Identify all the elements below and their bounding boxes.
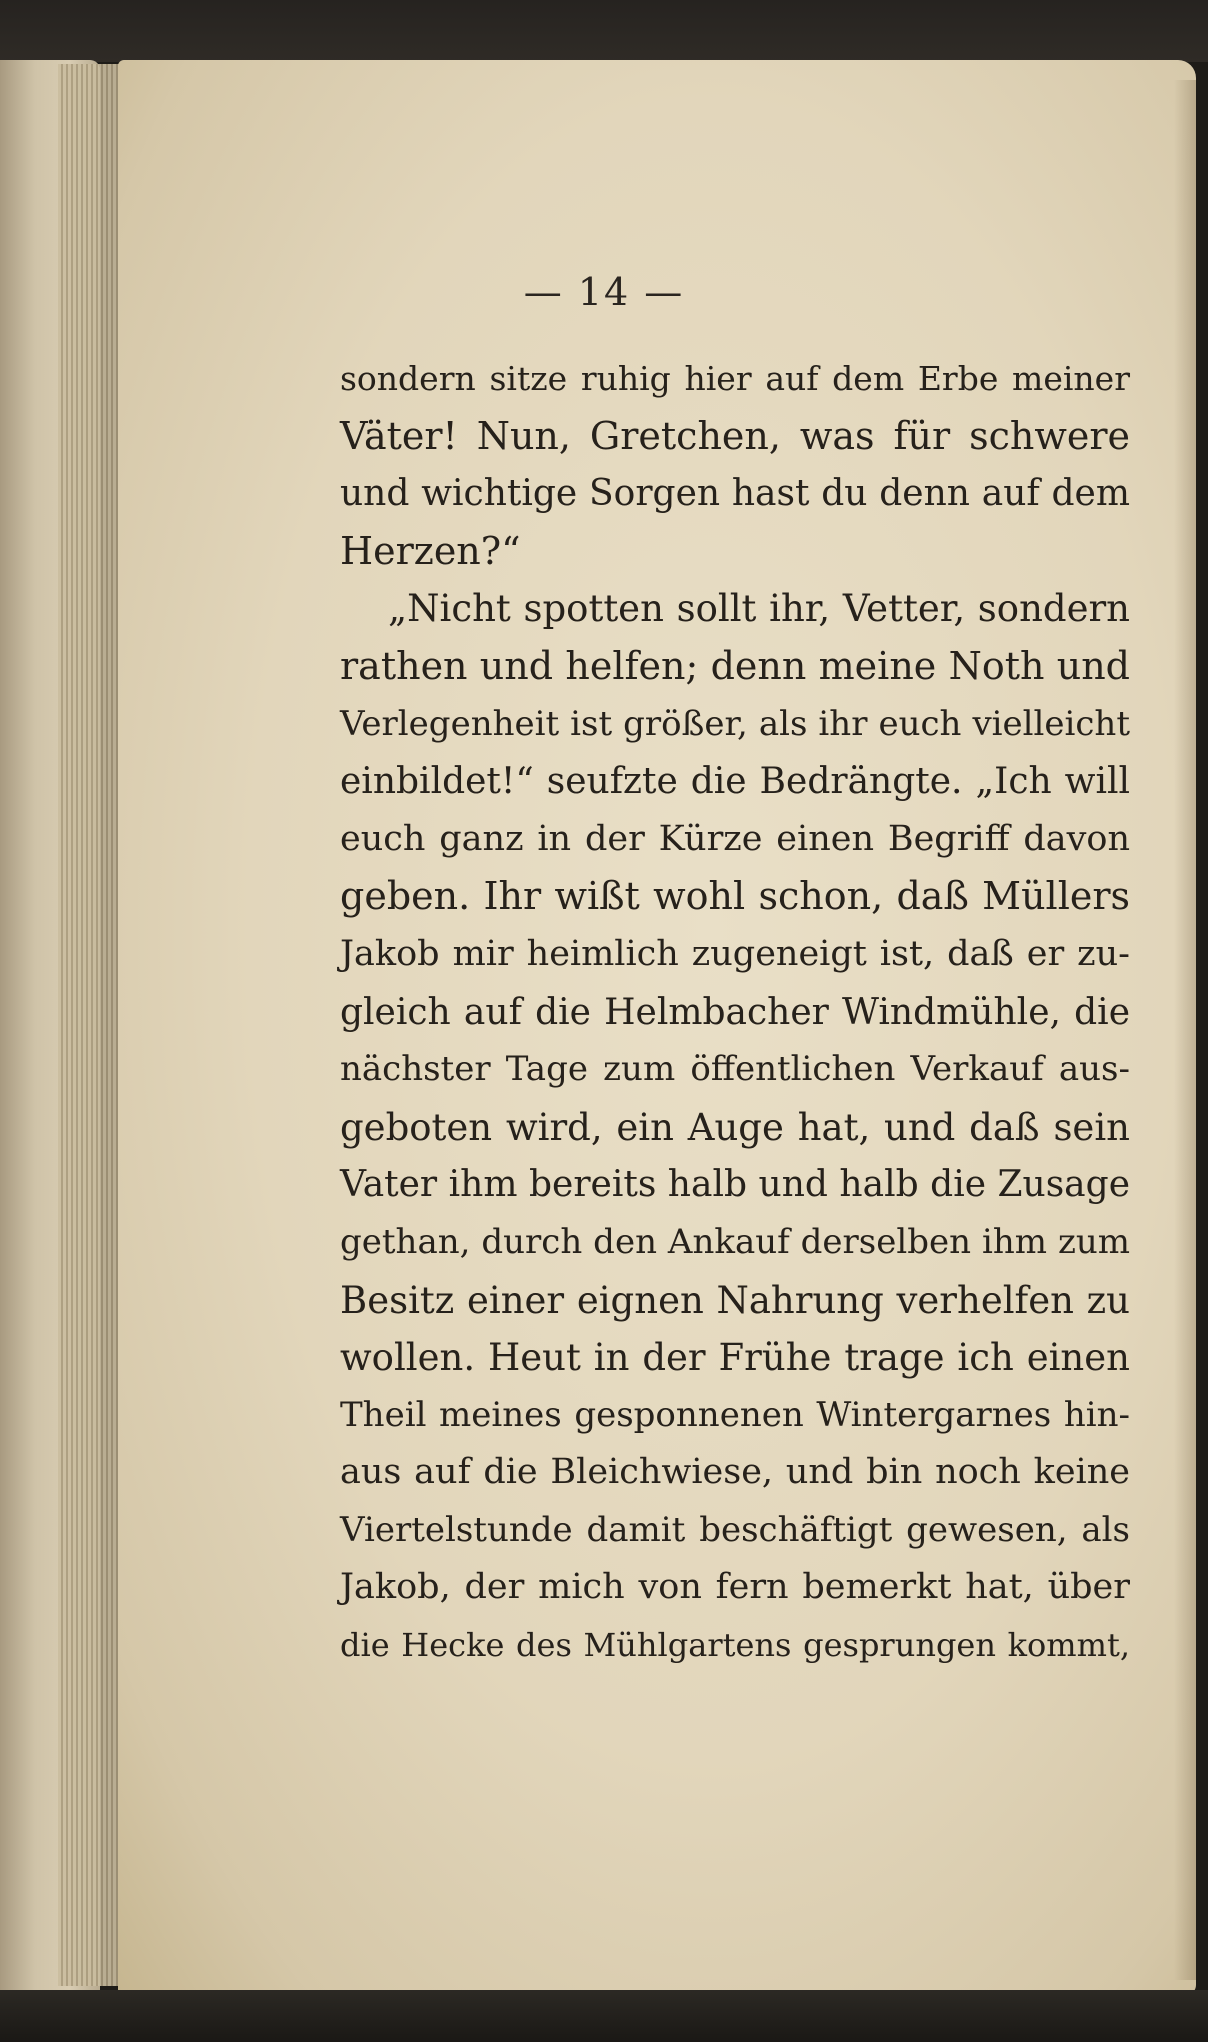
text-line: Herzen?“ — [340, 528, 521, 573]
text-line: geben. Ihr wißt wohl schon, daß Müllers — [340, 874, 1130, 919]
text-line: sondern sitze ruhig hier auf dem Erbe meiner — [340, 359, 1130, 398]
text-line: aus auf die Bleichwiese, und bin noch keine — [340, 1452, 1130, 1493]
text-line: Verlegenheit ist größer, als ihr euch vielleicht — [340, 703, 1130, 744]
text-line: geboten wird, ein Auge hat, und daß sein — [340, 1105, 1130, 1149]
text-line: die Hecke des Mühlgartens gesprungen kommt, — [340, 1626, 1130, 1665]
text-line: euch ganz in der Kürze einen Begriff davon — [340, 818, 1130, 859]
text-line: nächster Tage zum öffentlichen Verkauf aus- — [340, 1049, 1130, 1090]
page-number: — 14 — — [523, 270, 685, 314]
text-line: gleich auf die Helmbacher Windmühle, die — [340, 991, 1130, 1033]
text-line: rathen und helfen; denn meine Noth und — [340, 643, 1130, 688]
book-cover-bottom — [0, 1990, 1208, 2042]
text-line: wollen. Heut in der Frühe trage ich einen — [340, 1336, 1130, 1380]
text-line: Theil meines gesponnenen Wintergarnes hin- — [340, 1394, 1130, 1435]
text-line: gethan, durch den Ankauf derselben ihm zum — [340, 1221, 1130, 1262]
text-line: Väter! Nun, Gretchen, was für schwere — [340, 413, 1130, 458]
text-line: Besitz einer eignen Nahrung verhelfen zu — [340, 1278, 1130, 1322]
page-edge-shadow — [1174, 80, 1196, 1980]
text-line: „Nicht spotten sollt ihr, Vetter, sondern — [388, 587, 1130, 631]
text-line: Jakob mir heimlich zugeneigt ist, daß er zu- — [340, 933, 1130, 974]
text-line: Vater ihm bereits halb und halb die Zusage — [340, 1164, 1130, 1206]
text-line: Viertelstunde damit beschäftigt gewesen, als — [340, 1509, 1130, 1550]
text-line: und wichtige Sorgen hast du denn auf dem — [340, 473, 1130, 515]
text-line: Jakob, der mich von fern bemerkt hat, über — [340, 1567, 1130, 1608]
book-cover-top — [0, 0, 1208, 62]
text-line: einbildet!“ seufzte die Bedrängte. „Ich will — [340, 761, 1130, 803]
page-text — [340, 350, 1130, 1675]
